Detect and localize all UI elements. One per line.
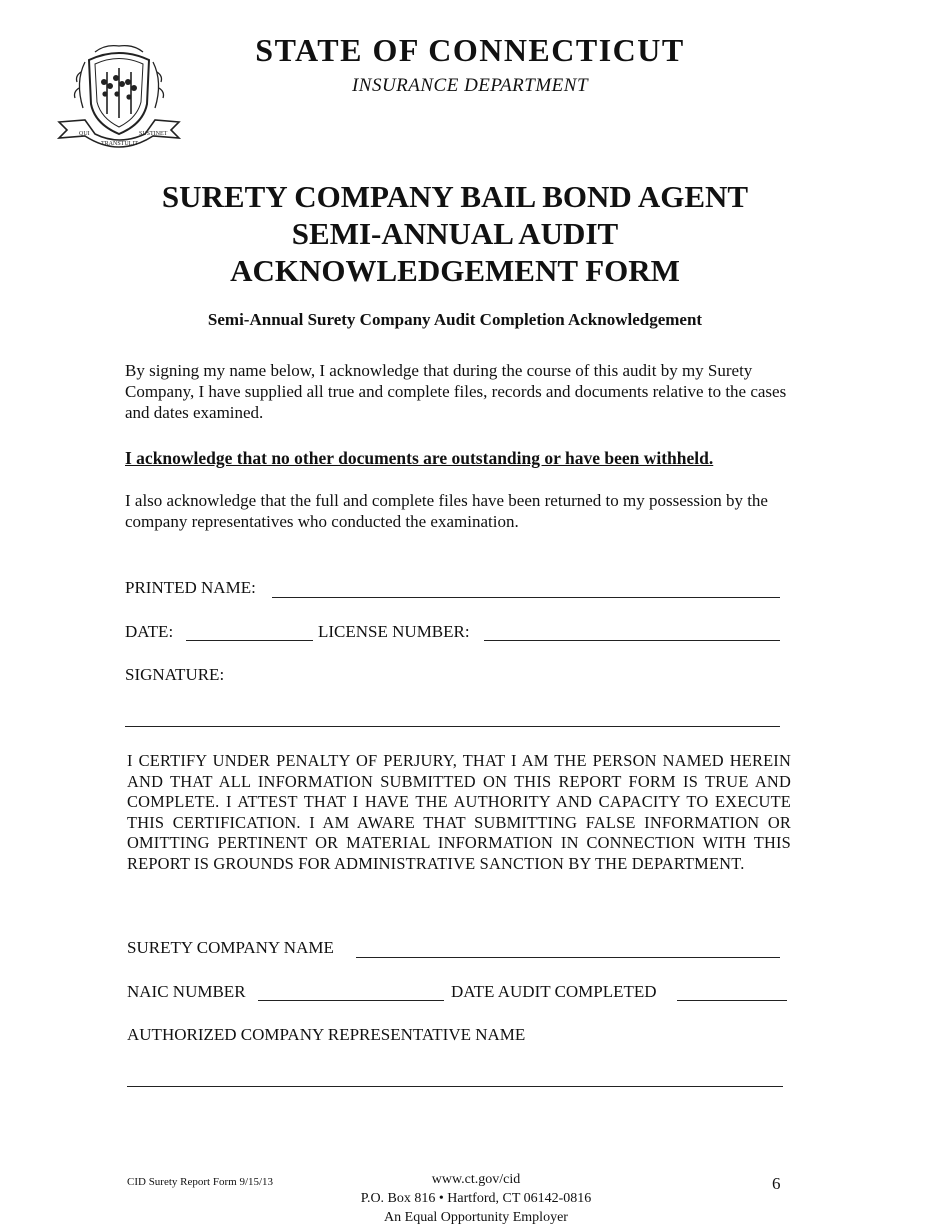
svg-text:QUI: QUI: [79, 131, 90, 137]
form-title-line1: SURETY COMPANY BAIL BOND AGENT: [161, 179, 749, 214]
date-audit-completed-label: DATE AUDIT COMPLETED: [451, 982, 657, 1001]
printed-name-field[interactable]: [272, 597, 780, 598]
equal-opportunity: An Equal Opportunity Employer: [384, 1210, 568, 1225]
surety-company-name-label: SURETY COMPANY NAME: [127, 938, 334, 957]
department-name: INSURANCE DEPARTMENT: [351, 75, 589, 96]
form-id: CID Surety Report Form 9/15/13: [127, 1176, 274, 1188]
state-title: [0, 32, 940, 69]
authorized-rep-field[interactable]: [127, 1086, 783, 1087]
license-number-field[interactable]: [484, 640, 780, 641]
signature-field[interactable]: [125, 726, 780, 727]
form-subtitle: Semi-Annual Surety Company Audit Completion Acknowledgement: [207, 310, 703, 329]
signature-label: SIGNATURE:: [125, 665, 225, 684]
authorized-rep-label: AUTHORIZED COMPANY REPRESENTATIVE NAME: [127, 1025, 526, 1044]
footer-contact: [300, 1170, 652, 1227]
files-returned-paragraph: I also acknowledge that the full and complete files have been returned to my possession by the company representatives who conducted the examination.: [125, 491, 768, 531]
date-label: DATE:: [125, 622, 174, 641]
svg-text:SUSTINET: SUSTINET: [139, 131, 168, 137]
license-number-label: LICENSE NUMBER:: [318, 622, 470, 641]
acknowledgement-paragraph: By signing my name below, I acknowledge that during the course of this audit by my Surety Company, I have supplied all true and complete files, records and documents relative to the cases and dates examined.: [125, 361, 787, 422]
svg-text:TRANSTULIT: TRANSTULIT: [101, 141, 138, 147]
website-link[interactable]: www.ct.gov/cid: [431, 1172, 521, 1187]
form-title-line2: SEMI-ANNUAL AUDIT: [291, 216, 619, 251]
page-number: 6: [772, 1174, 781, 1193]
state-title-text: STATE OF CONNECTICUT: [255, 32, 685, 68]
perjury-certification: I CERTIFY UNDER PENALTY OF PERJURY, THAT I AM THE PERSON NAMED HEREIN AND THAT ALL INFORMATION SUBMITTED ON THIS REPORT FORM IS TRUE AND COMPLETE. I ATTEST THAT I HAVE THE AUTHORITY AND CAPACITY TO EXECUTE THIS CERTIFICATION. I AM AWARE THAT SUBMITTING FALSE INFORMATION OR OMITTING PERTINENT OR MATERIAL INFORMATION IN CONNECTION WITH THIS REPORT IS GROUNDS FOR ADMINISTRATIVE SANCTION BY THE DEPARTMENT.: [127, 751, 791, 873]
printed-name-label: PRINTED NAME:: [125, 578, 256, 597]
withheld-acknowledgement: I acknowledge that no other documents are outstanding or have been withheld.: [125, 448, 714, 468]
form-title-line3: ACKNOWLEDGEMENT FORM: [230, 253, 680, 288]
surety-company-name-field[interactable]: [356, 957, 780, 958]
date-field[interactable]: [186, 640, 313, 641]
form-title: [0, 178, 910, 289]
date-audit-completed-field[interactable]: [677, 1000, 787, 1001]
naic-number-label: NAIC NUMBER: [127, 982, 246, 1001]
mailing-address: P.O. Box 816 • Hartford, CT 06142-0816: [360, 1191, 592, 1206]
naic-number-field[interactable]: [258, 1000, 444, 1001]
